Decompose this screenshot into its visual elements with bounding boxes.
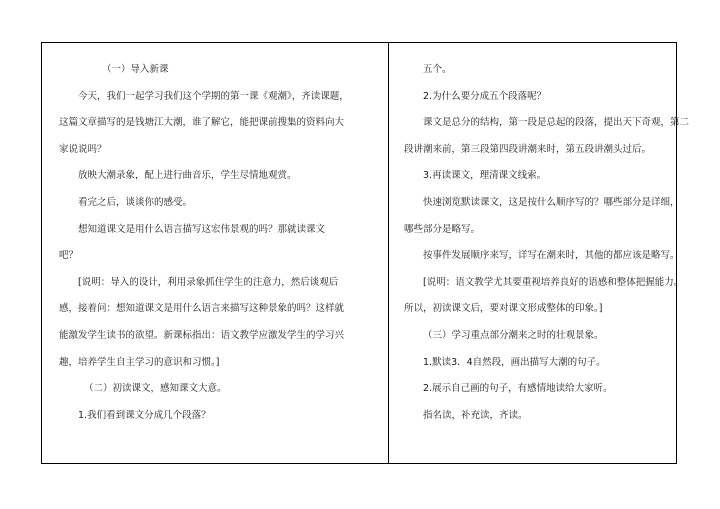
section-heading: （三）学习重点部分潮来之时的壮观景象。 [423, 329, 604, 341]
paragraph-line: 3.再读课文，理清课文线索。 [423, 170, 547, 182]
paragraph-line: 1.我们看到课文分成几个段落？ [78, 409, 211, 421]
paragraph-line: 所以，初读课文后，要对课文形成整体的印象。] [404, 303, 603, 315]
paragraph-line: [说明：语文教学尤其要重视培养良好的语感和整体把握能力。 [423, 276, 684, 288]
paragraph-line: 想知道课文是用什么语言描写这宏伟景观的吗？那就读课文 [78, 223, 326, 235]
paragraph-line: 看完之后，谈谈你的感受。 [78, 196, 193, 208]
paragraph-line: 1.默读3．4自然段，画出描写大潮的句子。 [423, 356, 606, 368]
document-table [41, 42, 690, 464]
paragraph-line: 能激发学生读书的欲望。新课标指出：语文教学应激发学生的学习兴 [59, 329, 345, 341]
paragraph-line: 课文是总分的结构，第一段是总起的段落，提出天下奇观，第二 [423, 117, 690, 129]
section-heading: （二）初读课文，感知课文大意。 [84, 383, 227, 395]
paragraph-line: 2.为什么要分成五个段落呢？ [423, 90, 547, 102]
paragraph-line: 感，接着问：想知道课文是用什么语言来描写这种景象的吗？这样就 [59, 303, 345, 315]
paragraph-line: 放映大潮录象，配上进行曲音乐，学生尽情地观赏。 [78, 170, 297, 182]
paragraph-line: 趣，培养学生自主学习的意识和习惯。] [59, 356, 220, 368]
paragraph-line: 2.展示自己画的句子，有感情地读给大家听。 [423, 383, 613, 395]
paragraph-line: 哪些部分是略写。 [404, 223, 481, 235]
section-heading: （一）导入新课 [102, 64, 169, 75]
paragraph-line: 今天，我们一起学习我们这个学期的第一课《观潮》，齐读课题， [78, 90, 349, 102]
left-column [59, 57, 373, 429]
paragraph-line: 吧？ [59, 250, 79, 262]
right-column [404, 57, 690, 429]
paragraph-line: 快速浏览默读课文，这是按什么顺序写的？哪些部分是详细， [423, 196, 680, 208]
paragraph-line: 家说说吗？ [59, 143, 107, 155]
paragraph-line: 五个。 [423, 64, 452, 75]
paragraph-line: 指名读，补充读，齐读。 [423, 409, 528, 421]
paragraph-line: 段讲潮来前，第三段第四段讲潮来时，第五段讲潮头过后。 [404, 143, 652, 155]
column-divider [388, 43, 389, 463]
paragraph-line: 这篇文章描写的是钱塘江大潮，谁了解它，能把课前搜集的资料向大 [59, 117, 345, 129]
paragraph-line: 按事件发展顺序来写，详写在潮来时，其他的都应该是略写。 [423, 250, 680, 262]
paragraph-line: [说明：导入的设计，利用录象抓住学生的注意力，然后谈观后 [78, 276, 339, 288]
